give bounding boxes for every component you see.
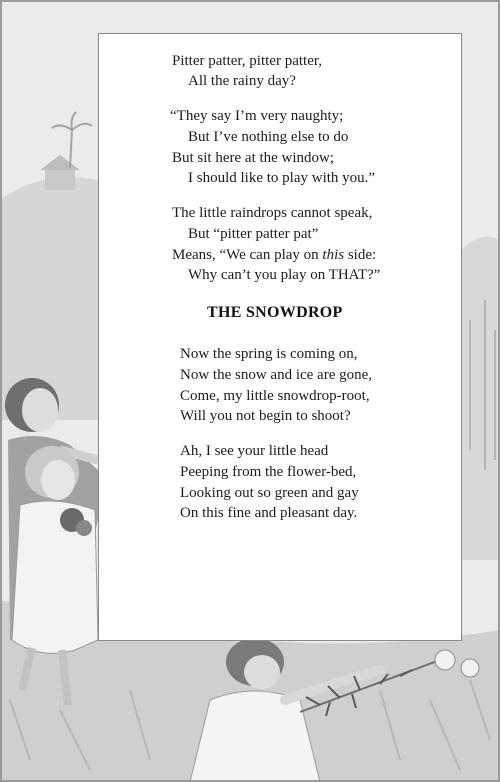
left-hill [0,178,98,421]
poem-line: Come, my little snowdrop-root, [180,388,370,404]
poem-line: But sit here at the window; [172,150,335,166]
poem-line [172,246,376,264]
poem-line: Pitter patter, pitter patter, [172,53,322,69]
branch-blossom-2 [461,659,479,677]
poem-line: But “pitter patter pat” [188,226,319,242]
left-house [45,168,75,190]
poem-line: Ah, I see your little head [180,443,329,459]
poem-line: I should like to play with you.” [188,170,376,186]
bottom-child-dress [190,691,320,782]
bottom-child-face [244,655,280,689]
poem-line: Why can’t you play on THAT?” [188,267,381,283]
poem-title: THE SNOWDROP [207,304,343,321]
poem-line: Peeping from the flower-bed, [180,464,357,480]
poem-text-panel [98,33,462,641]
poem-line: “They say I’m very naughty; [170,108,344,124]
poem-line-end: side: [344,247,377,263]
poem-line: But I’ve nothing else to do [188,129,349,145]
poem-line: Looking out so green and gay [180,485,359,501]
poem-line: Now the spring is coming on, [180,346,358,362]
flower-bouquet-accent [76,520,92,536]
poem-line: The little raindrops cannot speak, [172,205,373,221]
branch-blossom [435,650,455,670]
poem-line: Will you not begin to shoot? [180,408,351,424]
older-girl-face [22,388,58,432]
poem-line: All the rainy day? [188,73,296,89]
poem-line: Now the snow and ice are gone, [180,367,373,383]
emphasized-word: this [322,247,345,263]
poem-line-start: Means, “We can play on [172,247,323,263]
small-girl-face [41,460,75,500]
poem-line: On this fine and pleasant day. [180,505,358,521]
